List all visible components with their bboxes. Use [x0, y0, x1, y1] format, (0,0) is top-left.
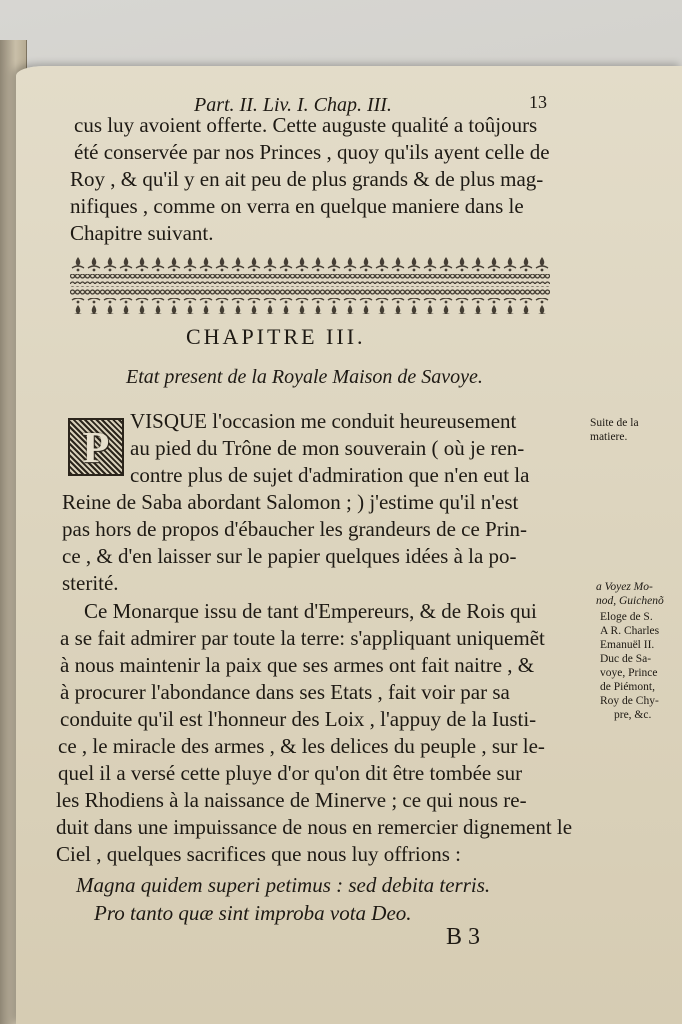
paragraph-line: ce , le miracle des armes , & les delices du peuple , sur le- — [58, 734, 545, 758]
paragraph-line: quel il a versé cette pluye d'or qu'on dit être tombée sur — [58, 761, 523, 785]
paragraph-line: duit dans une impuissance de nous en remercier dignement le — [56, 815, 573, 839]
book-page — [16, 66, 682, 1024]
margin-note: a Voyez Mo- — [596, 581, 653, 593]
margin-note: Emanuël II. — [600, 639, 655, 651]
margin-note: matiere. — [590, 431, 628, 443]
drop-cap — [68, 418, 124, 476]
paragraph-line: sterité. — [62, 571, 119, 595]
margin-note: de Piémont, — [600, 681, 655, 693]
paragraph-line: à procurer l'abondance dans ses Etats , fait voir par sa — [60, 680, 510, 704]
paragraph-line: au pied du Trône de mon souverain ( où je ren- — [130, 436, 525, 460]
previous-paragraph-line: nifiques , comme on verra en quelque maniere dans le — [70, 194, 524, 218]
page-text — [16, 66, 682, 1024]
paragraph-line: pas hors de propos d'ébaucher les grandeurs de ce Prin- — [62, 517, 528, 541]
previous-paragraph-line: cus luy avoient offerte. Cette auguste qualité a toûjours — [74, 113, 538, 137]
ornament-band — [70, 256, 550, 318]
margin-note: A R. Charles — [600, 625, 660, 637]
paragraph-line: les Rhodiens à la naissance de Minerve ; ce qui nous re- — [56, 788, 527, 812]
drop-cap-letter: P — [82, 422, 110, 472]
margin-note: Duc de Sa- — [600, 653, 652, 665]
paragraph-line: Ce Monarque issu de tant d'Empereurs, & de Rois qui — [84, 599, 537, 623]
previous-paragraph-line: Chapitre suivant. — [70, 221, 214, 245]
margin-note: Roy de Chy- — [600, 695, 659, 707]
margin-note: nod, Guichenõ — [596, 595, 664, 607]
running-head: Part. II. Liv. I. Chap. III. — [194, 94, 392, 116]
previous-paragraph-line: Roy , & qu'il y en ait peu de plus grands & de plus mag- — [70, 167, 544, 191]
chapter-heading: CHAPITRE III. — [186, 324, 366, 349]
paragraph-line: Reine de Saba abordant Salomon ; ) j'estime qu'il n'est — [62, 490, 519, 514]
paragraph-line: Ciel , quelques sacrifices que nous luy offrions : — [56, 842, 461, 866]
paragraph-line: contre plus de sujet d'admiration que n'en eut la — [130, 463, 530, 487]
verse-line: Pro tanto quæ sint improba vota Deo. — [94, 901, 412, 925]
previous-paragraph-line: été conservée par nos Princes , quoy qu'ils ayent celle de — [74, 140, 550, 164]
paragraph-line: a se fait admirer par toute la terre: s'appliquant uniquemẽt — [60, 626, 545, 650]
paragraph-line: ce , & d'en laisser sur le papier quelques idées à la po- — [62, 544, 517, 568]
paragraph-line: conduite qu'il est l'honneur des Loix , l'appuy de la Iusti- — [60, 707, 537, 731]
margin-note: Eloge de S. — [600, 611, 653, 623]
verse-line: Magna quidem superi petimus : sed debita terris. — [76, 873, 491, 897]
margin-note: Suite de la — [590, 417, 639, 429]
paragraph-line: VISQUE l'occasion me conduit heureusement — [130, 409, 517, 433]
page-number: 13 — [529, 92, 547, 112]
chapter-subtitle: Etat present de la Royale Maison de Savoye. — [126, 366, 483, 388]
signature-mark: B 3 — [446, 924, 481, 950]
margin-note: pre, &c. — [614, 709, 652, 721]
paragraph-line: à nous maintenir la paix que ses armes ont fait naitre , & — [60, 653, 535, 677]
margin-note: voye, Prince — [600, 667, 658, 679]
